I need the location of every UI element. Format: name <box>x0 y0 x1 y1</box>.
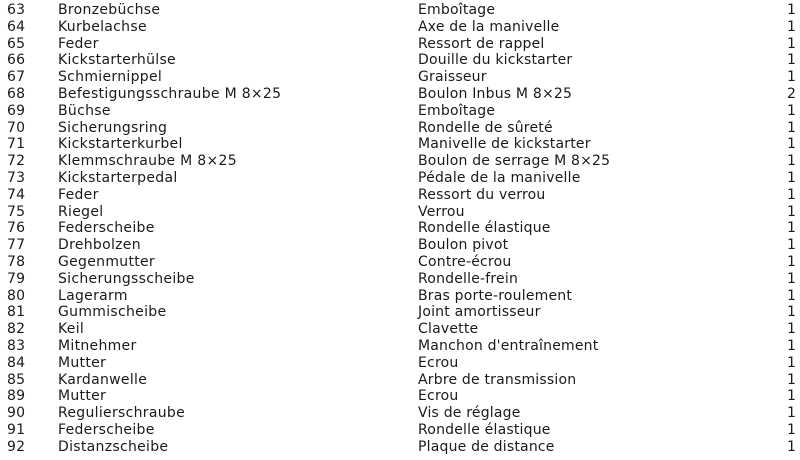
part-name-french: Vis de réglage <box>418 405 521 422</box>
part-number: 83 <box>7 337 26 354</box>
part-name-french: Arbre de transmission <box>418 371 577 388</box>
part-quantity: 1 <box>787 421 796 438</box>
part-quantity: 1 <box>787 287 796 304</box>
part-name-french: Rondelle de sûreté <box>418 119 553 136</box>
part-number: 82 <box>7 321 26 338</box>
part-row <box>0 372 800 389</box>
part-quantity: 1 <box>787 220 796 237</box>
part-quantity: 1 <box>787 337 796 354</box>
part-name-german: Feder <box>58 186 99 203</box>
part-number: 80 <box>7 287 26 304</box>
part-number: 71 <box>7 136 26 153</box>
part-number: 69 <box>7 102 26 119</box>
part-number: 84 <box>7 354 26 371</box>
part-number: 79 <box>7 270 26 287</box>
part-name-french: Clavette <box>418 321 479 338</box>
part-quantity: 1 <box>787 69 796 86</box>
part-name-german: Kickstarterpedal <box>58 169 178 186</box>
part-name-german: Klemmschraube M 8×25 <box>58 153 237 170</box>
part-name-german: Kickstarterhülse <box>58 52 176 69</box>
part-name-french: Douille du kickstarter <box>418 52 573 69</box>
part-number: 90 <box>7 405 26 422</box>
part-name-french: Boulon Inbus M 8×25 <box>418 85 573 102</box>
part-quantity: 1 <box>787 2 796 18</box>
part-row <box>0 321 800 338</box>
part-row <box>0 355 800 372</box>
part-row <box>0 288 800 305</box>
part-name-german: Lagerarm <box>58 287 128 304</box>
part-number: 64 <box>7 18 26 35</box>
part-row <box>0 19 800 36</box>
part-name-french: Contre-écrou <box>418 253 512 270</box>
part-quantity: 1 <box>787 153 796 170</box>
part-number: 77 <box>7 237 26 254</box>
part-quantity: 1 <box>787 371 796 388</box>
part-name-german: Schmiernippel <box>58 69 163 86</box>
part-row <box>0 405 800 422</box>
part-row <box>0 220 800 237</box>
part-quantity: 1 <box>787 52 796 69</box>
part-name-german: Mutter <box>58 388 107 405</box>
part-quantity: 1 <box>787 203 796 220</box>
part-row <box>0 136 800 153</box>
part-name-german: Befestigungsschraube M 8×25 <box>58 85 282 102</box>
part-name-german: Sicherungsscheibe <box>58 270 195 287</box>
part-name-german: Riegel <box>58 203 104 220</box>
part-row <box>0 170 800 187</box>
part-quantity: 1 <box>787 253 796 270</box>
part-name-french: Emboîtage <box>418 102 496 119</box>
part-row <box>0 153 800 170</box>
part-name-german: Regulierschraube <box>58 405 185 422</box>
part-name-french: Ressort de rappel <box>418 35 545 52</box>
part-name-german: Federscheibe <box>58 220 155 237</box>
part-name-german: Feder <box>58 35 99 52</box>
part-name-german: Kurbelachse <box>58 18 147 35</box>
part-number: 68 <box>7 85 26 102</box>
part-quantity: 1 <box>787 270 796 287</box>
part-name-french: Joint amortisseur <box>418 304 541 321</box>
part-name-german: Federscheibe <box>58 421 155 438</box>
part-row <box>0 271 800 288</box>
part-number: 85 <box>7 371 26 388</box>
part-row <box>0 187 800 204</box>
part-number: 73 <box>7 169 26 186</box>
part-name-german: Sicherungsring <box>58 119 168 136</box>
part-name-french: Manchon d'entraînement <box>418 337 599 354</box>
part-row <box>0 69 800 86</box>
part-quantity: 1 <box>787 35 796 52</box>
part-number: 65 <box>7 35 26 52</box>
part-name-german: Distanzscheibe <box>58 438 169 455</box>
part-name-french: Boulon de serrage M 8×25 <box>418 153 611 170</box>
part-number: 76 <box>7 220 26 237</box>
part-quantity: 2 <box>787 85 796 102</box>
part-number: 75 <box>7 203 26 220</box>
part-row <box>0 422 800 439</box>
part-number: 91 <box>7 421 26 438</box>
part-quantity: 1 <box>787 354 796 371</box>
part-quantity: 1 <box>787 186 796 203</box>
part-row <box>0 388 800 405</box>
part-name-german: Drehbolzen <box>58 237 141 254</box>
part-name-german: Kardanwelle <box>58 371 148 388</box>
part-quantity: 1 <box>787 237 796 254</box>
part-row <box>0 304 800 321</box>
part-name-french: Graisseur <box>418 69 487 86</box>
part-quantity: 1 <box>787 304 796 321</box>
part-row <box>0 36 800 53</box>
part-number: 67 <box>7 69 26 86</box>
part-row <box>0 120 800 137</box>
part-name-french: Rondelle-frein <box>418 270 519 287</box>
part-name-german: Kickstarterkurbel <box>58 136 183 153</box>
part-quantity: 1 <box>787 438 796 455</box>
part-quantity: 1 <box>787 169 796 186</box>
part-row <box>0 2 800 19</box>
part-row <box>0 52 800 69</box>
part-number: 78 <box>7 253 26 270</box>
part-name-german: Gegenmutter <box>58 253 155 270</box>
part-number: 72 <box>7 153 26 170</box>
part-quantity: 1 <box>787 321 796 338</box>
part-row <box>0 254 800 271</box>
part-name-french: Bras porte-roulement <box>418 287 573 304</box>
part-name-german: Bronzebüchse <box>58 2 161 18</box>
part-name-french: Ecrou <box>418 354 459 371</box>
part-number: 81 <box>7 304 26 321</box>
part-row <box>0 103 800 120</box>
part-row <box>0 86 800 103</box>
part-number: 63 <box>7 2 26 18</box>
part-name-german: Büchse <box>58 102 111 119</box>
part-quantity: 1 <box>787 388 796 405</box>
part-name-french: Ressort du verrou <box>418 186 546 203</box>
part-number: 66 <box>7 52 26 69</box>
part-name-german: Mutter <box>58 354 107 371</box>
part-row <box>0 338 800 355</box>
part-name-french: Emboîtage <box>418 2 496 18</box>
parts-list <box>0 2 800 456</box>
part-name-german: Keil <box>58 321 85 338</box>
part-name-french: Axe de la manivelle <box>418 18 560 35</box>
part-name-french: Pédale de la manivelle <box>418 169 581 186</box>
part-name-french: Manivelle de kickstarter <box>418 136 591 153</box>
part-quantity: 1 <box>787 119 796 136</box>
part-quantity: 1 <box>787 18 796 35</box>
part-row <box>0 237 800 254</box>
part-quantity: 1 <box>787 102 796 119</box>
part-name-french: Plaque de distance <box>418 438 555 455</box>
part-name-german: Mitnehmer <box>58 337 137 354</box>
part-number: 74 <box>7 186 26 203</box>
part-number: 92 <box>7 438 26 455</box>
part-number: 70 <box>7 119 26 136</box>
part-name-french: Rondelle élastique <box>418 421 551 438</box>
part-name-french: Ecrou <box>418 388 459 405</box>
part-name-german: Gummischeibe <box>58 304 167 321</box>
part-quantity: 1 <box>787 405 796 422</box>
part-quantity: 1 <box>787 136 796 153</box>
part-row <box>0 439 800 456</box>
part-number: 89 <box>7 388 26 405</box>
part-name-french: Verrou <box>418 203 465 220</box>
part-name-french: Boulon pivot <box>418 237 509 254</box>
part-row <box>0 204 800 221</box>
part-name-french: Rondelle élastique <box>418 220 551 237</box>
